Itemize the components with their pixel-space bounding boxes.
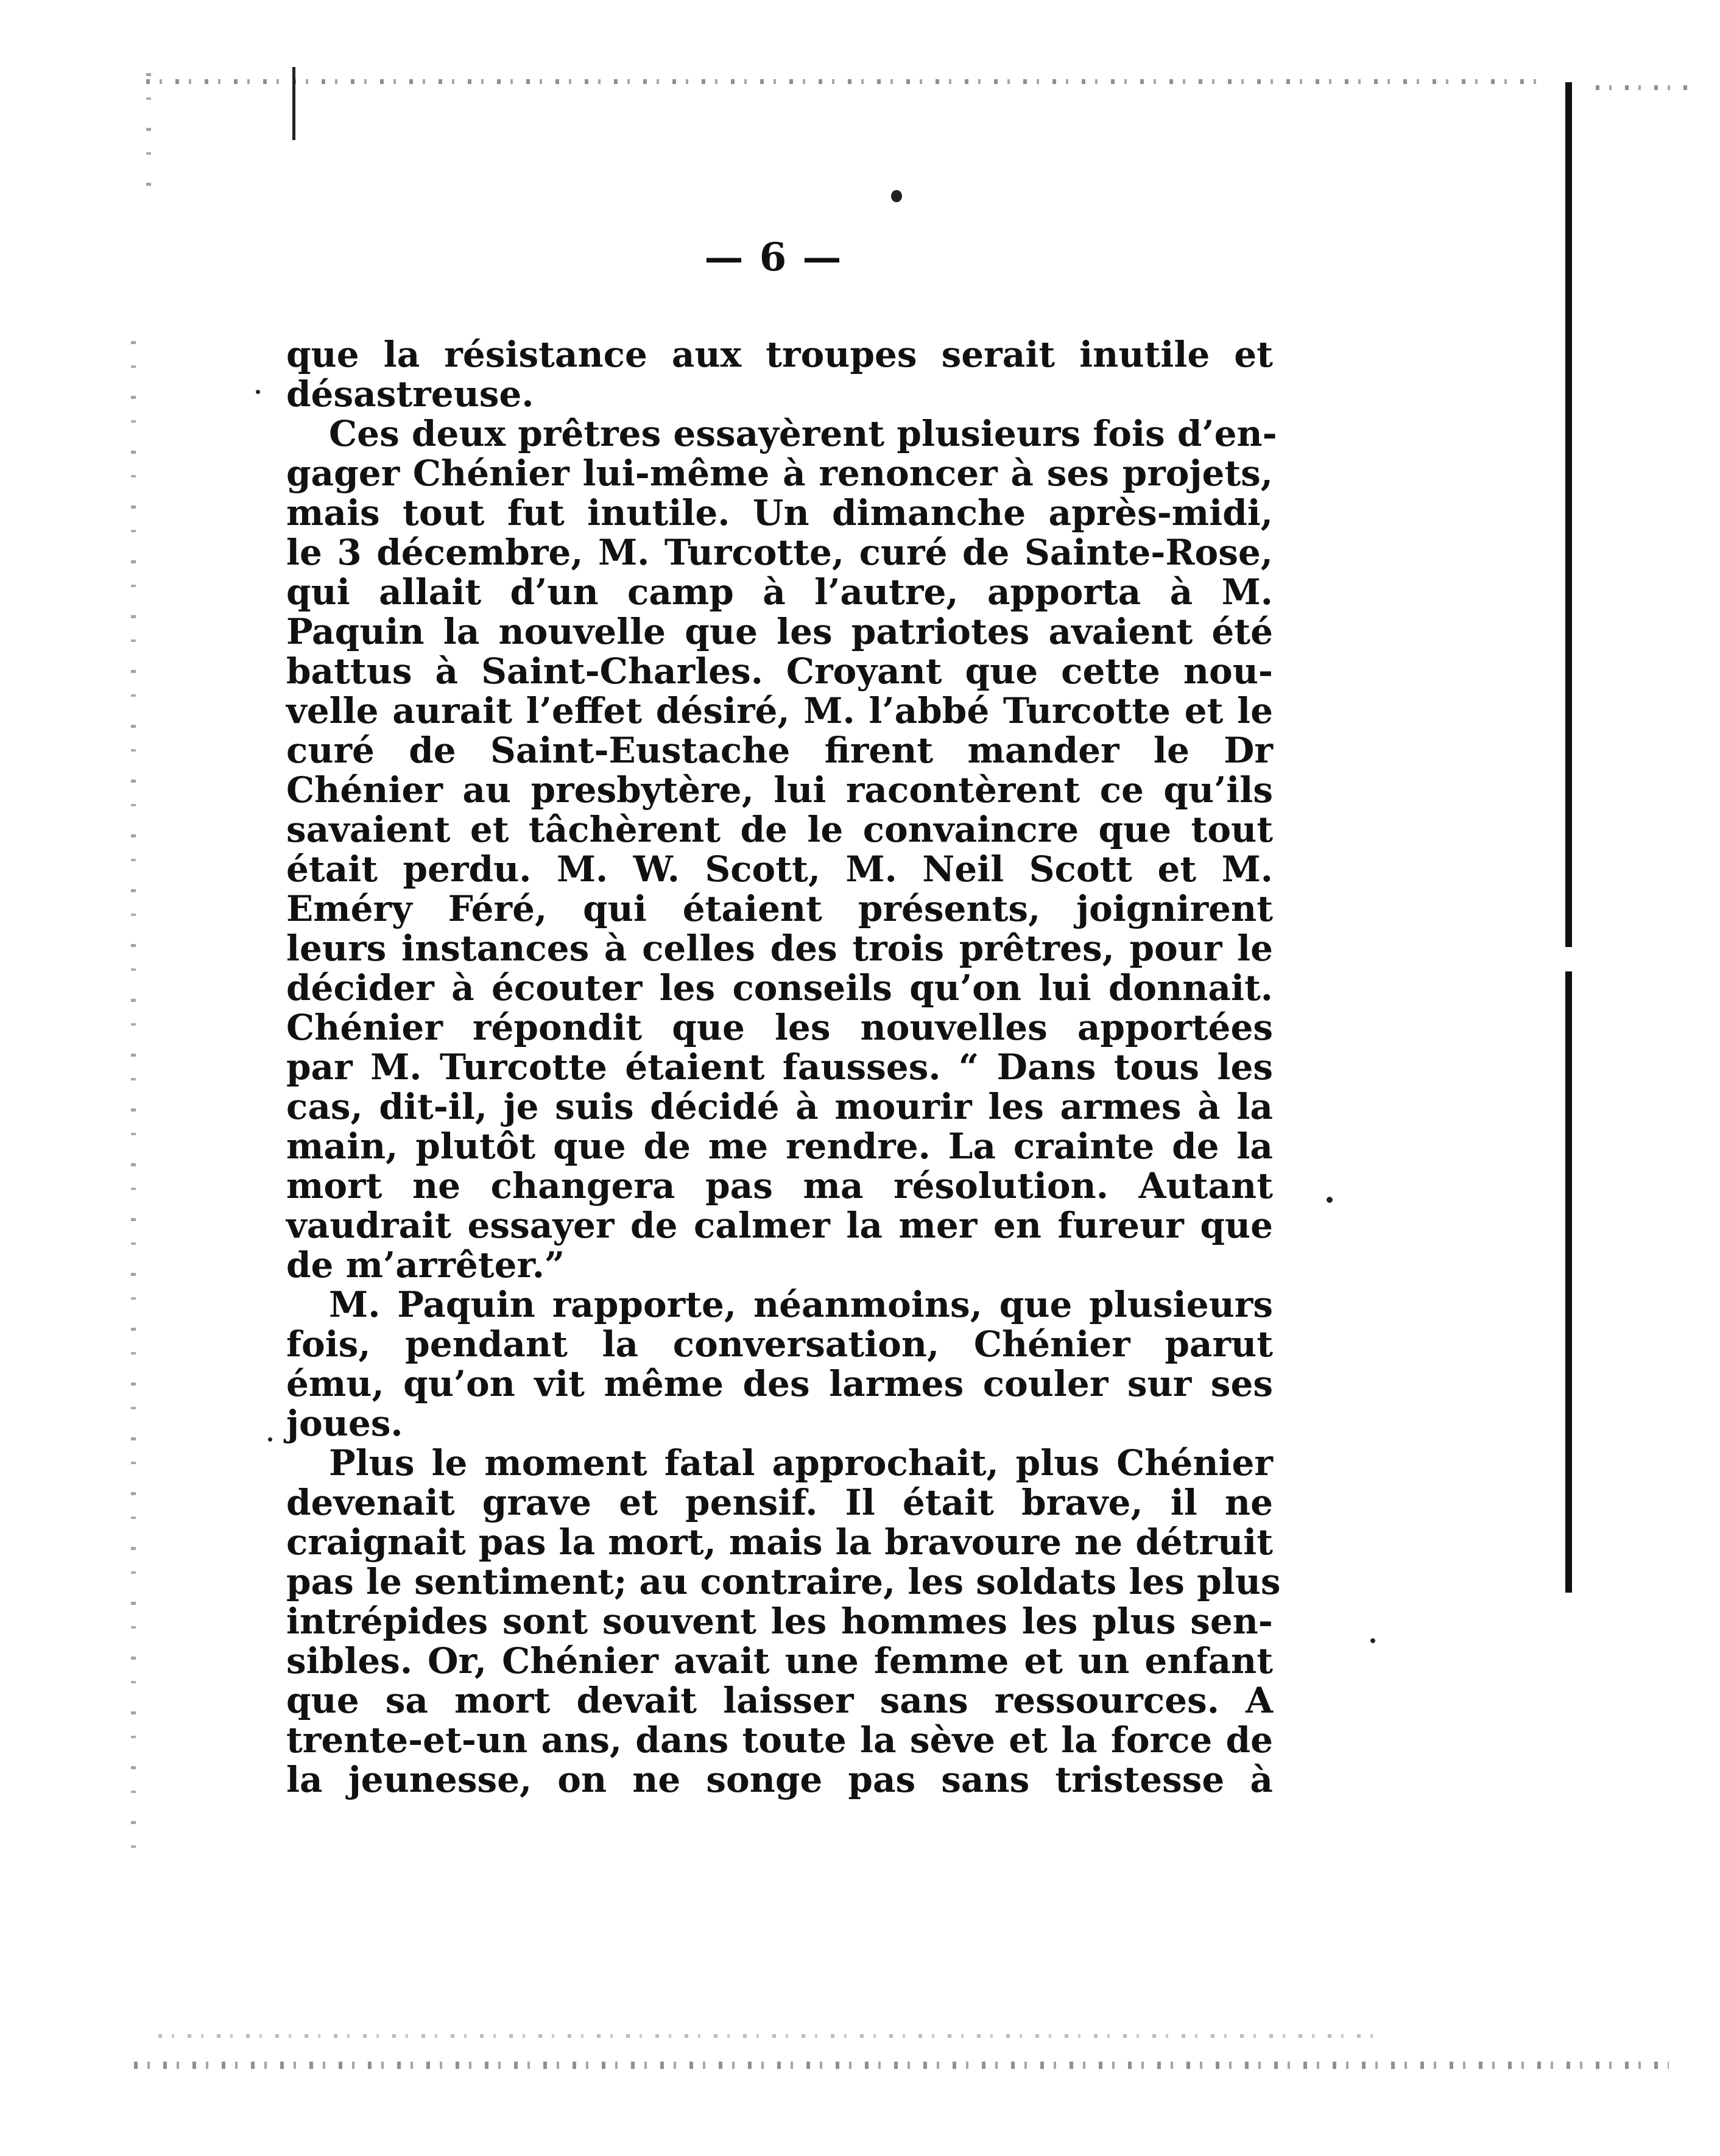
ink-dot	[1370, 1638, 1375, 1643]
text-line: ému, qu’on vit même des larmes couler sur ses	[286, 1363, 1273, 1404]
page-number: — 6 —	[704, 234, 843, 280]
text-line: mais tout fut inutile. Un dimanche après-midi,	[286, 492, 1273, 534]
text-line: Paquin la nouvelle que les patriotes avaient été	[286, 611, 1273, 652]
text-line: que la résistance aux troupes serait inutile et	[286, 334, 1273, 375]
text-line: Ces deux prêtres essayèrent plusieurs fois d’en-	[329, 413, 1277, 454]
text-line: curé de Saint-Eustache firent mander le Dr	[286, 730, 1273, 771]
ink-dot	[268, 1437, 272, 1442]
text-line: fois, pendant la conversation, Chénier parut	[286, 1323, 1273, 1365]
text-line: Eméry Féré, qui étaient présents, joignirent	[286, 888, 1273, 929]
text-line: était perdu. M. W. Scott, M. Neil Scott et M.	[286, 848, 1273, 890]
text-line: que sa mort devait laisser sans ressources. A	[286, 1680, 1273, 1721]
left-scan-noise-top	[146, 73, 151, 195]
text-line: gager Chénier lui-même à renoncer à ses projets,	[286, 453, 1273, 494]
paragraph	[286, 1442, 1281, 1800]
text-line: décider à écouter les conseils qu’on lui donnait.	[286, 967, 1273, 1009]
text-line: pas le sentiment; au contraire, les soldats les plus	[286, 1561, 1281, 1602]
text-line: cas, dit-il, je suis décidé à mourir les armes à la	[286, 1086, 1273, 1127]
text-line: joues.	[286, 1403, 403, 1444]
body-text	[286, 334, 1281, 1800]
paragraph	[286, 1285, 1273, 1443]
ink-dot	[256, 390, 260, 394]
text-line: qui allait d’un camp à l’autre, apporta à M.	[286, 571, 1273, 613]
top-scan-noise-right	[1596, 85, 1693, 90]
text-line: battus à Saint-Charles. Croyant que cette nou-	[286, 650, 1273, 692]
top-scan-noise	[146, 79, 1547, 84]
text-line: craignait pas la mort, mais la bravoure ne détruit	[286, 1521, 1273, 1563]
text-line: mort ne changera pas ma résolution. Autant	[286, 1165, 1273, 1207]
text-line: par M. Turcotte étaient fausses. “ Dans tous les	[286, 1046, 1273, 1088]
text-line: main, plutôt que de me rendre. La crainte de la	[286, 1126, 1273, 1167]
text-line: désastreuse.	[286, 373, 534, 415]
paragraph	[286, 335, 1273, 414]
text-line: M. Paquin rapporte, néanmoins, que plusieurs	[329, 1284, 1273, 1325]
text-line: vaudrait essayer de calmer la mer en fureur que	[286, 1205, 1273, 1246]
text-line: le 3 décembre, M. Turcotte, curé de Sainte-Rose,	[286, 532, 1273, 573]
text-line: Plus le moment fatal approchait, plus Chénier	[329, 1442, 1273, 1484]
bottom-scan-noise	[134, 2062, 1669, 2069]
text-line: trente-et-un ans, dans toute la sève et la force de	[286, 1719, 1273, 1761]
right-margin-rule-gap	[1562, 947, 1576, 971]
ink-dot	[891, 190, 902, 202]
text-line: devenait grave et pensif. Il était brave, il ne	[286, 1482, 1273, 1523]
left-scan-noise	[131, 341, 136, 1864]
text-line: velle aurait l’effet désiré, M. l’abbé Turcotte et le	[286, 690, 1273, 731]
text-line: leurs instances à celles des trois prêtres, pour le	[286, 928, 1273, 969]
top-left-rule	[292, 67, 295, 140]
ink-dot	[1327, 1197, 1333, 1203]
paragraph	[286, 413, 1277, 1286]
text-line: savaient et tâchèrent de le convaincre que tout	[286, 809, 1273, 850]
text-line: Chénier répondit que les nouvelles apportées	[286, 1007, 1273, 1048]
text-line: Chénier au presbytère, lui racontèrent ce qu’ils	[286, 769, 1273, 811]
right-margin-rule	[1565, 82, 1572, 1593]
bottom-scan-noise-2	[158, 2034, 1376, 2038]
text-line: sibles. Or, Chénier avait une femme et un enfant	[286, 1640, 1273, 1682]
text-line: intrépides sont souvent les hommes les plus sen-	[286, 1601, 1273, 1642]
text-line: de m’arrêter.”	[286, 1244, 565, 1286]
text-line: la jeunesse, on ne songe pas sans tristesse à	[286, 1759, 1273, 1800]
